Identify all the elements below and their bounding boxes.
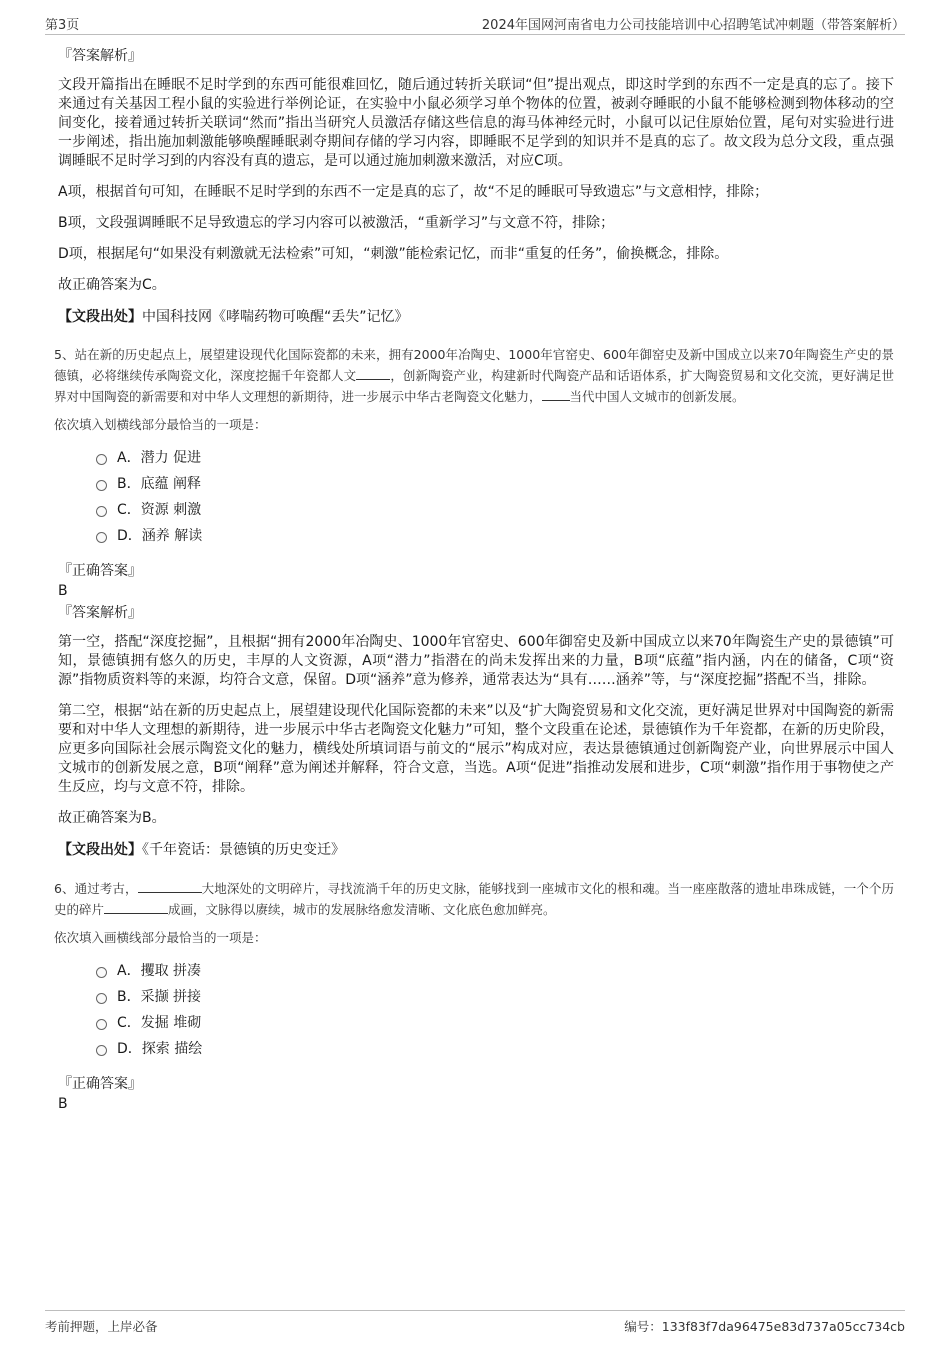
page-number: 第3页 [45,18,80,33]
q4-analysis-label: 『答案解析』 [58,48,142,64]
q5-option-d[interactable]: D． 涵养 解读 [96,523,894,549]
footer-slogan: 考前押题，上岸必备 [45,1319,158,1334]
footer-serial-number: 编号：133f83f7da96475e83d737a05cc734cb [624,1319,905,1334]
q5-answer: B [58,583,68,599]
radio-button-icon[interactable] [96,454,107,465]
q5-source-tag: 【文段出处】 [58,842,142,858]
q5-answer-label: 『正确答案』 [58,563,142,579]
q5-blank-1 [356,365,390,380]
q4-source [58,307,894,327]
q5-blank-2 [542,386,570,401]
q6-blank-2 [104,899,168,914]
q4-analysis-paragraph: 文段开篇指出在睡眠不足时学到的东西可能很难回忆，随后通过转折关联词“但”提出观点，即这时学到的东西不一定是真的忘了。接下来通过有关基因工程小鼠的实验进行举例论证，在实验中小鼠必须学习单个物体的位置，被剥夺睡眠的小鼠不能够检测到物体移动的空间变化，接着通过转折关联词“然而”指出当研究人员激活存储这些信息的海马体神经元时，小鼠可以记住原始位置，尾句对实验进行进一步阐述，指出施加刺激能够唤醒睡眠剥夺期间存储的学习内容，即睡眠不足学到的知识并不是真的忘了。故文段为总分文段，重点强调睡眠不足时学习到的内容没有真的遗忘，是可以通过施加刺激来激活，对应C项。 [58,77,894,169]
q5-instruction: 依次填入划横线部分最恰当的一项是： [54,417,267,432]
q6-option-b[interactable]: B． 采撷 拼接 [96,984,894,1010]
q6-option-d[interactable]: D． 探索 描绘 [96,1036,894,1062]
q5-source [58,840,894,860]
q6-option-c[interactable]: C． 发掘 堆砌 [96,1010,894,1036]
q4-analysis-paragraph: 故正确答案为C。 [58,277,166,293]
q6-options [96,958,894,1062]
q6-answer: B [58,1096,68,1112]
radio-button-icon[interactable] [96,480,107,491]
q5-analysis-paragraph: 第二空，根据“站在新的历史起点上，展望建设现代化国际瓷都的未来”以及“扩大陶瓷贸易和文化交流，更好满足世界对中国陶瓷的新需要和对中华人文理想的新期待，进一步展示中华古老陶瓷文化魅力”可知，整个文段重在论述，景德镇作为千年瓷都，在新的历史阶段，应更多向国际社会展示陶瓷文化的魅力，横线处所填词语与前文的“展示”构成对应，表达景德镇通过创新陶瓷产业，向世界展示中国人文城市的创新发展之意，B项“阐释”意为阐述并解释，符合文意，当选。A项“促进”指推动发展和进步，C项“刺激”指作用于事物使之产生反应，均与文意不符，排除。 [58,703,894,795]
radio-button-icon[interactable] [96,1019,107,1030]
q4-source-tag: 【文段出处】 [58,309,142,325]
q4-analysis-paragraph: B项，文段强调睡眠不足导致遗忘的学习内容可以被激活，“重新学习”与文意不符，排除； [58,215,615,231]
q4-analysis-paragraph: D项，根据尾句“如果没有刺激就无法检索”可知，“刺激”能检索记忆，而非“重复的任务”，偷换概念，排除。 [58,246,729,262]
page-header [45,12,905,35]
q6-blank-1 [138,878,202,893]
q4-analysis-section [58,46,894,327]
q6-instruction: 依次填入画横线部分最恰当的一项是： [54,930,267,945]
q5-option-a[interactable]: A． 潜力 促进 [96,445,894,471]
radio-button-icon[interactable] [96,532,107,543]
q6-stem: 6、通过考古， 大地深处的文明碎片，寻找流淌千年的历史文脉，能够找到一座城市文化的根和魂。当一座座散落的遗址串珠成链，一个个历史的碎片 成画，文脉得以赓续，城市的发展脉络愈发清晰、文化底色愈加鲜亮。 [54,878,894,920]
q4-analysis-paragraph: A项，根据首句可知，在睡眠不足时学到的东西不一定是真的忘了，故“不足的睡眠可导致遗忘”与文意相悖，排除； [58,184,769,200]
q5-source-text: 《千年瓷话：景德镇的历史变迁》 [142,842,345,858]
page-footer [45,1310,905,1337]
radio-button-icon[interactable] [96,1045,107,1056]
radio-button-icon[interactable] [96,993,107,1004]
q5-stem: 5、站在新的历史起点上，展望建设现代化国际瓷都的未来，拥有2000年冶陶史、1000年官窑史、600年御窑史及新中国成立以来70年陶瓷生产史的景德镇，必将继续传承陶瓷文化，深度挖掘千年瓷都人文 ，创新陶瓷产业，构建新时代陶瓷产品和话语体系，扩大陶瓷贸易和文化交流，更好满足世界对中国陶瓷的新需要和对中华人文理想的新期待，进一步展示中华古老陶瓷文化魅力， 当代中国人文城市的创新发展。 [54,347,894,404]
question-5 [54,345,894,860]
radio-button-icon[interactable] [96,967,107,978]
q6-option-a[interactable]: A． 攫取 拼凑 [96,958,894,984]
document-content [54,44,894,1116]
q5-analysis-label: 『答案解析』 [58,605,142,621]
q4-source-text: 中国科技网《哮喘药物可唤醒“丢失”记忆》 [142,309,409,325]
q5-option-c[interactable]: C． 资源 刺激 [96,497,894,523]
document-title: 2024年国网河南省电力公司技能培训中心招聘笔试冲刺题（带答案解析） [481,18,905,33]
q5-option-b[interactable]: B． 底蕴 阐释 [96,471,894,497]
q5-analysis-paragraph: 第一空，搭配“深度挖掘”，且根据“拥有2000年冶陶史、1000年官窑史、600年御窑史及新中国成立以来70年陶瓷生产史的景德镇”可知，景德镇拥有悠久的历史，丰厚的人文资源，A项“潜力”指潜在的尚未发挥出来的力量，B项“底蕴”指内涵，内在的储备，C项“资源”指物质资料等的来源，均符合文意，保留。D项“涵养”意为修养，通常表达为“具有……涵养”等，与“深度挖掘”搭配不当，排除。 [58,634,894,688]
question-6 [54,878,894,1114]
q5-options [96,445,894,549]
q6-answer-label: 『正确答案』 [58,1076,142,1092]
q5-analysis-paragraph: 故正确答案为B。 [58,810,166,826]
radio-button-icon[interactable] [96,506,107,517]
